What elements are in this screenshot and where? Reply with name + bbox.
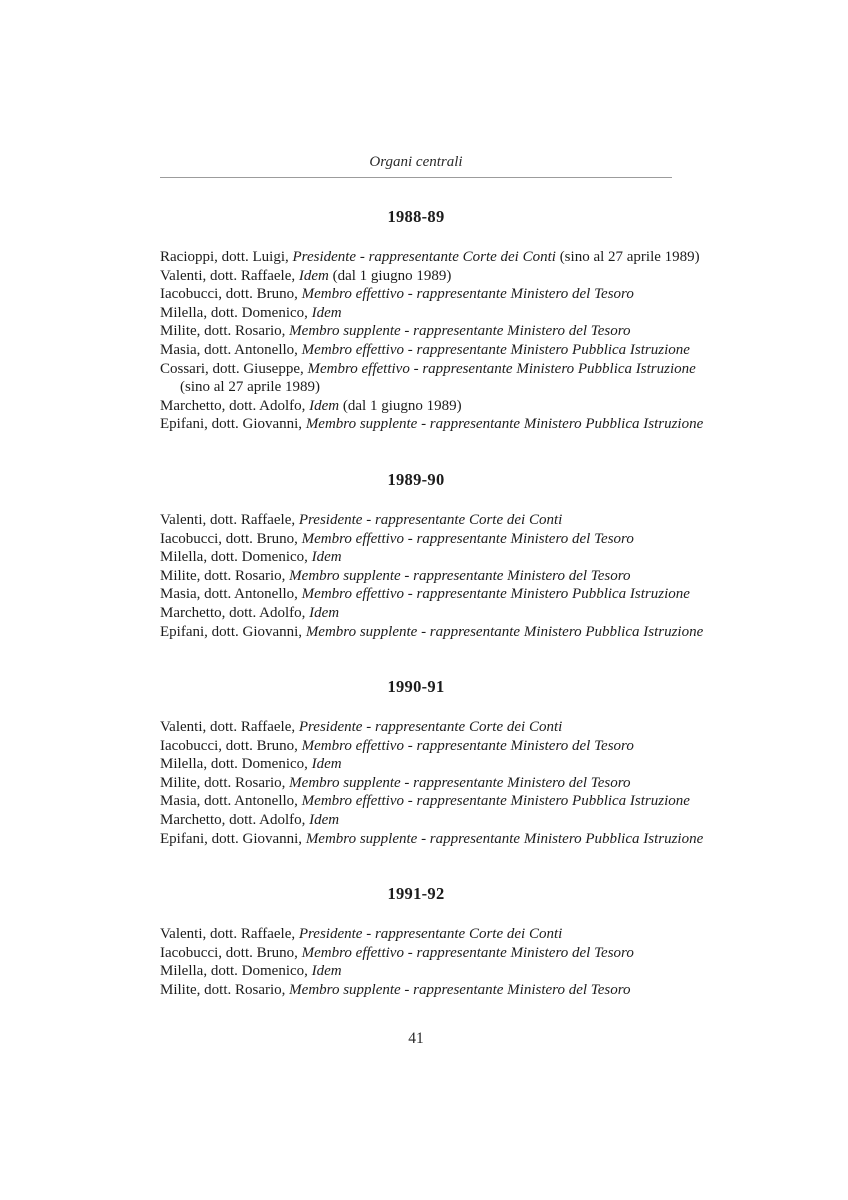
entry-name: Valenti, dott. Raffaele,: [160, 719, 296, 736]
entry-role: Membro supplente - rappresentante Ministero del Tesoro: [289, 982, 631, 999]
entry-role: Membro effettivo - rappresentante Ministero del Tesoro: [301, 530, 634, 547]
member-entry: [160, 792, 690, 811]
member-entry: [160, 341, 690, 360]
entry-list: [160, 511, 704, 641]
entry-role: Idem: [309, 812, 340, 829]
entry-role: Membro effettivo - rappresentante Ministero Pubblica Istruzione: [307, 360, 696, 377]
entry-role: Presidente - rappresentante Corte dei Conti: [298, 926, 563, 943]
entry-name: Milite, dott. Rosario,: [160, 774, 286, 791]
member-entry: [160, 511, 672, 530]
entry-note: (dal 1 giugno 1989): [332, 267, 452, 284]
entry-note: (dal 1 giugno 1989): [342, 397, 462, 414]
entry-role: Membro effettivo - rappresentante Ministero Pubblica Istruzione: [301, 586, 690, 603]
entry-name: Epifani, dott. Giovanni,: [160, 416, 303, 433]
entry-role: Membro supplente - rappresentante Ministero del Tesoro: [289, 567, 631, 584]
member-entry: [160, 830, 704, 849]
year-section: [160, 207, 704, 434]
entry-name: Valenti, dott. Raffaele,: [160, 511, 296, 528]
entry-role: Membro supplente - rappresentante Ministero del Tesoro: [289, 774, 631, 791]
section-title: 1991-92: [387, 884, 445, 904]
entry-role: Membro supplente - rappresentante Ministero Pubblica Istruzione: [305, 830, 704, 847]
member-entry: [160, 718, 672, 737]
entry-name: Masia, dott. Antonello,: [160, 341, 298, 358]
entry-role: Membro supplente - rappresentante Ministero del Tesoro: [289, 323, 631, 340]
member-entry: [160, 962, 672, 981]
member-entry: [160, 737, 672, 756]
member-entry: [160, 925, 672, 944]
year-section: [160, 469, 704, 641]
member-entry: [160, 944, 672, 963]
entry-note: (sino al 27 aprile 1989): [559, 249, 700, 265]
entry-name: Milite, dott. Rosario,: [160, 567, 286, 584]
entry-name: Marchetto, dott. Adolfo,: [160, 604, 306, 621]
member-entry: [160, 811, 672, 830]
entry-role: Idem: [298, 267, 329, 284]
entry-name: Epifani, dott. Giovanni,: [160, 623, 303, 640]
member-entry: [160, 322, 672, 341]
page-number: 41: [408, 1029, 424, 1047]
section-title: 1990-91: [387, 677, 445, 697]
entry-name: Milite, dott. Rosario,: [160, 323, 286, 340]
entry-role: Presidente - rappresentante Corte dei Conti: [298, 719, 563, 736]
entry-role: Membro effettivo - rappresentante Ministero del Tesoro: [301, 737, 634, 754]
entry-role: Membro supplente - rappresentante Ministero Pubblica Istruzione: [305, 416, 704, 433]
entry-role: Membro effettivo - rappresentante Ministero Pubblica Istruzione: [301, 341, 690, 358]
member-entry: [160, 567, 672, 586]
entry-role: Idem: [311, 304, 342, 321]
entry-name: Milella, dott. Domenico,: [160, 549, 308, 566]
entry-name: Iacobucci, dott. Bruno,: [160, 530, 298, 547]
member-entry: [160, 248, 700, 267]
entry-role: Presidente - rappresentante Corte dei Conti: [292, 249, 556, 265]
running-header: Organi centrali: [369, 154, 463, 170]
entry-role: Membro effettivo - rappresentante Ministero del Tesoro: [301, 286, 634, 303]
entry-note-wrapped: (sino al 27 aprile 1989): [180, 379, 320, 396]
entry-role: Idem: [311, 963, 342, 980]
member-entry: [160, 530, 672, 549]
entry-role: Idem: [311, 756, 342, 773]
entry-name: Masia, dott. Antonello,: [160, 586, 298, 603]
entry-name: Iacobucci, dott. Bruno,: [160, 944, 298, 961]
entry-role: Idem: [309, 397, 340, 414]
member-entry: [160, 585, 690, 604]
entry-role: Membro supplente - rappresentante Ministero Pubblica Istruzione: [305, 623, 704, 640]
entry-name: Iacobucci, dott. Bruno,: [160, 737, 298, 754]
member-entry: [160, 623, 704, 642]
year-section: [160, 677, 704, 848]
member-entry: [160, 267, 672, 286]
header-rule: [160, 177, 672, 178]
sections-container: [160, 207, 704, 1000]
entry-list: [160, 248, 704, 434]
section-title: 1989-90: [387, 469, 445, 489]
entry-name: Milite, dott. Rosario,: [160, 982, 286, 999]
member-entry: [160, 548, 672, 567]
entry-role: Idem: [309, 604, 340, 621]
entry-name: Valenti, dott. Raffaele,: [160, 267, 296, 284]
member-entry: [160, 604, 672, 623]
entry-name: Epifani, dott. Giovanni,: [160, 830, 303, 847]
year-section: [160, 884, 672, 999]
member-entry: [160, 304, 672, 323]
entry-name: Milella, dott. Domenico,: [160, 304, 308, 321]
entry-list: [160, 925, 672, 999]
entry-name: Milella, dott. Domenico,: [160, 756, 308, 773]
member-entry: [160, 981, 672, 1000]
member-entry: [160, 285, 672, 304]
entry-list: [160, 718, 704, 848]
entry-name: Racioppi, dott. Luigi,: [160, 249, 289, 265]
entry-name: Iacobucci, dott. Bruno,: [160, 286, 298, 303]
member-entry: [160, 415, 704, 434]
member-entry: [160, 755, 672, 774]
entry-name: Valenti, dott. Raffaele,: [160, 926, 296, 943]
member-entry: [160, 397, 672, 416]
entry-role: Membro effettivo - rappresentante Ministero Pubblica Istruzione: [301, 793, 690, 810]
entry-role: Presidente - rappresentante Corte dei Conti: [298, 511, 563, 528]
entry-role: Idem: [311, 549, 342, 566]
entry-name: Milella, dott. Domenico,: [160, 963, 308, 980]
entry-name: Marchetto, dott. Adolfo,: [160, 812, 306, 829]
entry-name: Marchetto, dott. Adolfo,: [160, 397, 306, 414]
page-content: [160, 0, 704, 1048]
member-entry: [160, 774, 672, 793]
entry-name: Masia, dott. Antonello,: [160, 793, 298, 810]
section-title: 1988-89: [387, 207, 445, 226]
entry-role: Membro effettivo - rappresentante Ministero del Tesoro: [301, 944, 634, 961]
member-entry: [160, 360, 696, 397]
entry-name: Cossari, dott. Giuseppe,: [160, 360, 304, 377]
